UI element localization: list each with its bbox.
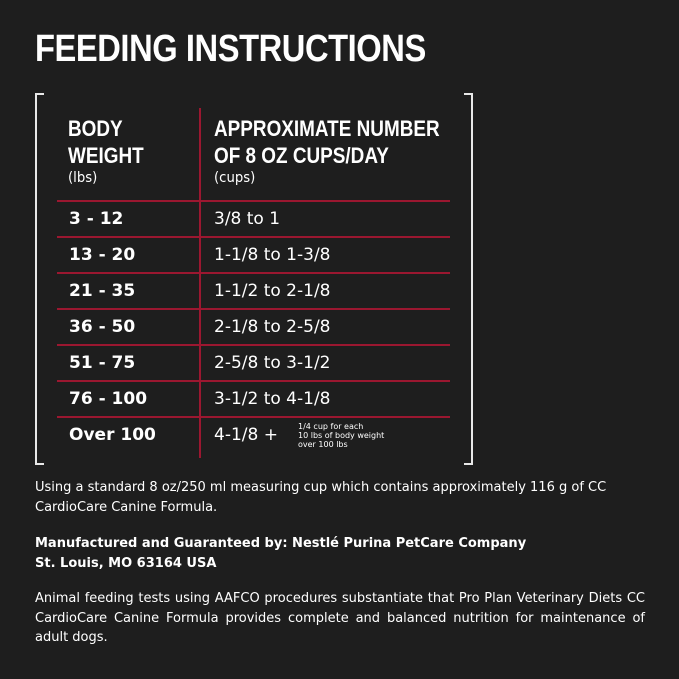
manufacturer-line: Manufactured and Guaranteed by: Nestlé Purina PetCare Company — [35, 536, 527, 551]
row-cups: 2-5/8 to 3-1/2 — [214, 353, 331, 373]
manufacturer-info — [35, 534, 645, 573]
header-weight-unit: (lbs) — [68, 170, 98, 186]
row-weight: 13 - 20 — [69, 245, 136, 265]
row-cups: 1-1/8 to 1-3/8 — [214, 245, 331, 265]
header-cups-line: OF 8 OZ CUPS/DAY — [214, 143, 389, 168]
row-weight: 3 - 12 — [69, 209, 124, 229]
row-cups: 1-1/2 to 2-1/8 — [214, 281, 331, 301]
note-line: 1/4 cup for each — [298, 422, 364, 431]
table-right-bracket — [464, 93, 473, 465]
header-cups-unit: (cups) — [214, 170, 256, 186]
manufacturer-line: St. Louis, MO 63164 USA — [35, 555, 217, 571]
header-weight-line: WEIGHT — [68, 143, 144, 168]
row-cups: 3/8 to 1 — [214, 209, 281, 229]
header-body-weight — [68, 115, 144, 187]
row-cups: 3-1/2 to 4-1/8 — [214, 389, 331, 409]
row-weight: Over 100 — [69, 425, 156, 445]
row-cups: 4-1/8 + — [214, 425, 278, 445]
row-weight: 36 - 50 — [69, 317, 136, 337]
header-cups-per-day — [214, 115, 440, 187]
over-100-note — [298, 422, 384, 449]
row-weight: 51 - 75 — [69, 353, 136, 373]
row-weight: 21 - 35 — [69, 281, 136, 301]
row-cups: 2-1/8 to 2-5/8 — [214, 317, 331, 337]
table-left-bracket — [35, 93, 44, 465]
header-cups-line: APPROXIMATE NUMBER — [214, 116, 440, 141]
page-title: FEEDING INSTRUCTIONS — [35, 28, 426, 70]
header-weight-line: BODY — [68, 116, 123, 141]
note-line: over 100 lbs — [298, 440, 348, 449]
column-divider — [199, 108, 201, 458]
row-weight: 76 - 100 — [69, 389, 148, 409]
note-line: 10 lbs of body weight — [298, 431, 385, 440]
measuring-note: Using a standard 8 oz/250 ml measuring cup which contains approximately 116 g of CC CardioCare Canine Formula. — [35, 480, 607, 515]
aafco-statement: Animal feeding tests using AAFCO procedures substantiate that Pro Plan Veterinary Diets CC CardioCare Canine Formula provides complete and balanced nutrition for maintenance of adult dogs. — [35, 591, 645, 645]
